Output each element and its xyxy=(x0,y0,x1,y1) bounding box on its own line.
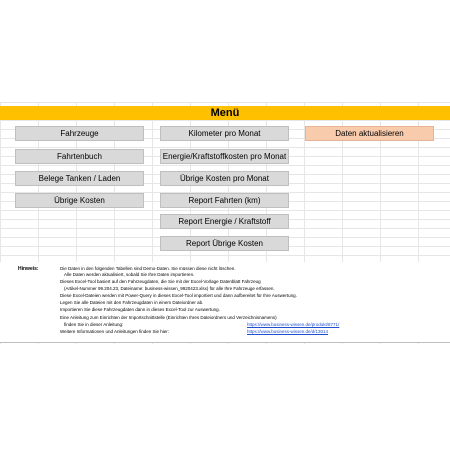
report-energie-kraftstoff-button[interactable]: Report Energie / Kraftstoff xyxy=(160,214,289,229)
daten-aktualisieren-button[interactable]: Daten aktualisieren xyxy=(305,126,434,141)
note-line: Die Daten in den folgenden Tabellen sind Demo-Daten. Sie müssen diese nicht löschen. xyxy=(60,266,236,271)
uebrige-kosten-button[interactable]: Übrige Kosten xyxy=(15,193,144,208)
note-line: Diese Excel-Dateien werden mit Power-Query in dieses Excel-Tool importiert und dann aufbereitet für Ihre Auswertung. xyxy=(60,293,297,298)
note-line: Eine Anleitung zum Einrichten der Importschnittstelle (Einrichten Ihres Dateiordners und Verzeichnisnamens) xyxy=(60,315,277,320)
note-line: Legen Sie alle Dateien mit den Fahrzeugdaten in einem Dateiordner ab. xyxy=(60,300,204,305)
hinweis-label: Hinweis: xyxy=(18,266,39,272)
uebrige-kosten-pro-monat-button[interactable]: Übrige Kosten pro Monat xyxy=(160,171,289,186)
menu-header xyxy=(0,106,450,120)
anleitung-link[interactable]: https://www.business-wissen.de/produkt/8771/ xyxy=(247,322,340,327)
fahrtenbuch-button[interactable]: Fahrtenbuch xyxy=(15,149,144,164)
note-line: Importieren Sie diese Fahrzeugdaten dann in dieses Excel-Tool zur Auswertung. xyxy=(60,307,220,312)
energie-kraftstoffkosten-pro-monat-button[interactable]: Energie/Kraftstoffkosten pro Monat xyxy=(160,149,289,164)
note-line: Alle Daten werden aktualisiert, sobald Sie Ihre Daten importieren. xyxy=(64,272,195,277)
kilometer-pro-monat-button[interactable]: Kilometer pro Monat xyxy=(160,126,289,141)
belege-tanken-laden-button[interactable]: Belege Tanken / Laden xyxy=(15,171,144,186)
fahrzeuge-button[interactable]: Fahrzeuge xyxy=(15,126,144,141)
sheet-bottom-border xyxy=(0,342,450,343)
note-line: finden Sie in dieser Anleitung: xyxy=(64,322,124,327)
note-line: Dieses Excel-Tool basiert auf den Fahrzeugdaten, die Sie mit der Excel-Vorlage Datenblatt Fahrzeug xyxy=(60,279,261,284)
note-line: Weitere Informationen und Anleitungen finden Sie hier: xyxy=(60,329,169,334)
report-uebrige-kosten-button[interactable]: Report Übrige Kosten xyxy=(160,236,289,251)
weitere-informationen-link[interactable]: https://www.business-wissen.de/d/13014 xyxy=(247,329,329,334)
report-fahrten-button[interactable]: Report Fahrten (km) xyxy=(160,193,289,208)
menu-title: Menü xyxy=(210,107,240,119)
note-line: (Artikel-Nummer 99.204.23, Dateiname: business-wissen_9920423.xlsx) für alle Ihre Fahrzeuge erfassen. xyxy=(64,286,275,291)
